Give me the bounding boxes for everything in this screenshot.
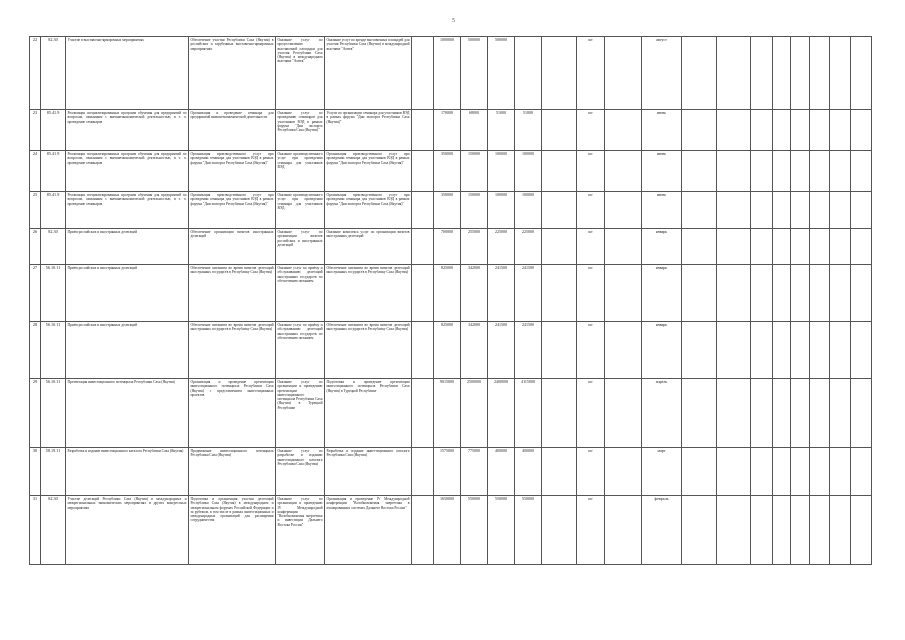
cell-month: июнь [642, 110, 682, 151]
cell-service: Оказание услуг по предоставлению выставочной площадки для участия Республики Саха (Якутия) в международном выставке "Амтек" [276, 37, 325, 110]
cell-empty [717, 322, 751, 379]
cell-num: 28 [30, 322, 41, 379]
cell-empty [810, 229, 830, 265]
cell-empty [412, 322, 434, 379]
cell-unit: шт [577, 448, 605, 496]
cell-empty [791, 448, 810, 496]
cell-empty [851, 229, 872, 265]
cell-event: Приём российских и иностранных делегаций [66, 322, 189, 379]
cell-empty [717, 496, 751, 565]
cell-code: 56.10.11 [41, 322, 66, 379]
cell-total: 825000 [434, 322, 461, 379]
procurement-plan-table [29, 36, 872, 565]
cell-code: 85.41.9 [41, 110, 66, 151]
cell-code: 82.30 [41, 37, 66, 110]
cell-goal: Обеспечение питанием во время визитов делегаций иностранных государств в Республику Саха (Якутия) [189, 265, 276, 322]
cell-y3: 100000 [515, 192, 542, 229]
cell-empty [810, 192, 830, 229]
cell-goal: Подготовка и организация участия делегаций Республики Саха (Якутия) в международном и межрегиональном форумах Российской Федерации и за рубежом, в том числе в рамках инвестиционных и международных организаций для расширения сотрудничества [189, 496, 276, 565]
cell-num: 23 [30, 110, 41, 151]
cell-empty [412, 379, 434, 448]
cell-empty [605, 265, 642, 322]
cell-unit: шт [577, 379, 605, 448]
cell-month: март [642, 448, 682, 496]
cell-y1: 68000 [461, 110, 488, 151]
cell-empty [605, 192, 642, 229]
cell-empty [682, 322, 717, 379]
cell-event: Приём российских и иностранных делегаций [66, 265, 189, 322]
cell-goal: Обеспечение питанием во время визитов делегаций иностранных государств в Республику Саха (Якутия) [189, 322, 276, 379]
cell-unit: шт [577, 151, 605, 192]
cell-empty [773, 379, 791, 448]
cell-empty [810, 379, 830, 448]
cell-empty [830, 322, 851, 379]
cell-goal: Организация производственного услуг при проведении семинара для участников ВЭД в рамках форума "Дни экспорта Республики Саха (Якутия)" [189, 151, 276, 192]
cell-empty [773, 322, 791, 379]
cell-empty [717, 37, 751, 110]
cell-empty [751, 110, 773, 151]
cell-empty [412, 448, 434, 496]
cell-empty [773, 229, 791, 265]
table-row [30, 110, 872, 151]
cell-goal: Обеспечение организации визитов иностранных делегаций [189, 229, 276, 265]
cell-empty [542, 192, 577, 229]
cell-empty [751, 229, 773, 265]
cell-empty [751, 379, 773, 448]
cell-result: Обеспечение питанием во время визитов делегаций иностранных государств в Республику Саха (Якутия) [325, 265, 412, 322]
cell-month: апрель [642, 379, 682, 448]
cell-y2: 2400000 [488, 379, 515, 448]
cell-event: Участие в выставочно-ярмарочных мероприятиях [66, 37, 189, 110]
cell-y2: 100000 [488, 192, 515, 229]
cell-service: Оказание услуг по организации и проведению IV Международной конференции "Возобновляемая энергетика и инвестиции Дальнего Востока России" [276, 496, 325, 565]
cell-empty [542, 110, 577, 151]
cell-empty [773, 192, 791, 229]
cell-empty [830, 192, 851, 229]
cell-empty [605, 379, 642, 448]
cell-service: Оказание услуг по организации визитов российских и иностранных делегаций [276, 229, 325, 265]
cell-empty [851, 151, 872, 192]
cell-empty [542, 496, 577, 565]
cell-empty [412, 37, 434, 110]
cell-empty [751, 37, 773, 110]
cell-result: Оказание услуг по аренде выставочных площадей для участия Республики Саха (Якутия) в международной выставке "Амтек" [325, 37, 412, 110]
cell-empty [851, 37, 872, 110]
cell-empty [830, 151, 851, 192]
cell-y3: 4115000 [515, 379, 542, 448]
cell-result: Услуги по организации семинара для участников ВЭД в рамках форума "Дни экспорта Республики Саха (Якутия)" [325, 110, 412, 151]
cell-empty [810, 110, 830, 151]
cell-empty [851, 322, 872, 379]
cell-empty [851, 192, 872, 229]
cell-service: Оказание услуг по разработке и изданию инвестиционного каталога Республики Саха (Якутия) [276, 448, 325, 496]
cell-unit: шт [577, 110, 605, 151]
cell-unit: шт [577, 322, 605, 379]
cell-empty [542, 151, 577, 192]
cell-y2: 100000 [488, 151, 515, 192]
cell-empty [851, 448, 872, 496]
cell-empty [682, 379, 717, 448]
cell-empty [773, 496, 791, 565]
cell-total: 1575000 [434, 448, 461, 496]
cell-num: 26 [30, 229, 41, 265]
cell-result: Организация производственного услуг при проведении семинара для участников ВЭД в рамках форума "Дни экспорта Республики Саха (Якутия)" [325, 192, 412, 229]
cell-empty [810, 265, 830, 322]
cell-empty [751, 265, 773, 322]
cell-num: 25 [30, 192, 41, 229]
cell-empty [751, 192, 773, 229]
cell-month: февраль [642, 496, 682, 565]
cell-month: август [642, 37, 682, 110]
cell-empty [605, 229, 642, 265]
cell-total: 170000 [434, 110, 461, 151]
cell-empty [605, 37, 642, 110]
cell-empty [810, 496, 830, 565]
cell-result: Подготовка и проведение презентации инвестиционного потенциала Республики Саха (Якутия) в Турецкой Республике [325, 379, 412, 448]
page-mark: 5 [452, 18, 455, 24]
table-row [30, 448, 872, 496]
cell-unit: шт [577, 192, 605, 229]
cell-y1: 775000 [461, 448, 488, 496]
cell-service: Оказание услуг по приёму и обслуживанию делегаций иностранных государств по обеспечению питанием [276, 322, 325, 379]
cell-empty [851, 496, 872, 565]
cell-total: 825000 [434, 265, 461, 322]
cell-service: Оказание услуг по организации и проведению презентации инвестиционного потенциала Республики Саха (Якутия) в Турецкой Республике [276, 379, 325, 448]
cell-empty [605, 151, 642, 192]
cell-empty [412, 265, 434, 322]
cell-empty [717, 192, 751, 229]
table-row [30, 192, 872, 229]
cell-y1: 500000 [461, 37, 488, 110]
cell-empty [717, 448, 751, 496]
cell-y3: 241500 [515, 322, 542, 379]
cell-empty [542, 37, 577, 110]
cell-empty [605, 110, 642, 151]
cell-month: январь [642, 265, 682, 322]
cell-empty [682, 448, 717, 496]
cell-total: 350000 [434, 192, 461, 229]
cell-empty [810, 448, 830, 496]
cell-code: 85.41.9 [41, 151, 66, 192]
cell-empty [791, 37, 810, 110]
cell-unit: шт [577, 37, 605, 110]
cell-service: Оказание производственного услуг при проведении семинара для участников ВЭД [276, 192, 325, 229]
cell-y1: 342000 [461, 322, 488, 379]
cell-total: 1650000 [434, 496, 461, 565]
cell-empty [791, 192, 810, 229]
cell-empty [605, 322, 642, 379]
cell-service: Оказание производственного услуг при проведении семинара для участников ВЭД [276, 151, 325, 192]
cell-empty [717, 110, 751, 151]
cell-event: Реализация специализированных программ обучения для предприятий по вопросам, связанным с внешнеэкономической деятельностью, в т. ч. проведение семинаров [66, 192, 189, 229]
cell-empty [682, 192, 717, 229]
cell-y3 [515, 37, 542, 110]
cell-goal: Организация и проведение семинара для предприятий внешнеэкономической деятельности [189, 110, 276, 151]
cell-code: 85.41.9 [41, 192, 66, 229]
cell-empty [605, 496, 642, 565]
cell-empty [542, 229, 577, 265]
cell-service: Оказание услуг по проведению семинаров для участников ВЭД в рамках форума "Дни экспорта Республики Саха (Якутия)" [276, 110, 325, 151]
cell-y2: 550000 [488, 496, 515, 565]
cell-unit: шт [577, 265, 605, 322]
cell-empty [717, 265, 751, 322]
cell-y3: 550000 [515, 496, 542, 565]
cell-empty [682, 151, 717, 192]
cell-empty [773, 110, 791, 151]
cell-empty [830, 265, 851, 322]
cell-y3: 241500 [515, 265, 542, 322]
cell-num: 24 [30, 151, 41, 192]
cell-total: 1000000 [434, 37, 461, 110]
cell-y2: 241500 [488, 265, 515, 322]
cell-y3: 225000 [515, 229, 542, 265]
cell-month: июнь [642, 151, 682, 192]
cell-empty [773, 448, 791, 496]
cell-empty [751, 496, 773, 565]
cell-total: 350000 [434, 151, 461, 192]
cell-total: 700000 [434, 229, 461, 265]
cell-y1: 255000 [461, 229, 488, 265]
cell-empty [412, 496, 434, 565]
cell-num: 31 [30, 496, 41, 565]
cell-empty [791, 496, 810, 565]
cell-empty [830, 229, 851, 265]
cell-month: январь [642, 229, 682, 265]
cell-empty [773, 151, 791, 192]
cell-result: Обеспечение питанием во время визитов делегаций иностранных государств в Республику Саха (Якутия) [325, 322, 412, 379]
cell-y2: 500000 [488, 37, 515, 110]
cell-empty [542, 379, 577, 448]
cell-empty [717, 229, 751, 265]
cell-y1: 150000 [461, 192, 488, 229]
table-row [30, 151, 872, 192]
cell-event: Разработка и издание инвестиционного каталога Республики Саха (Якутия) [66, 448, 189, 496]
cell-y1: 550000 [461, 496, 488, 565]
cell-y1: 2500000 [461, 379, 488, 448]
cell-num: 22 [30, 37, 41, 110]
cell-empty [791, 151, 810, 192]
cell-empty [682, 496, 717, 565]
cell-empty [717, 151, 751, 192]
table-row [30, 379, 872, 448]
cell-unit: шт [577, 229, 605, 265]
cell-empty [717, 379, 751, 448]
cell-result: Организация и проведение IV Международной конференции "Возобновляемая энергетика в изолированных системах Дальнего Востока России" [325, 496, 412, 565]
cell-empty [851, 265, 872, 322]
cell-empty [830, 448, 851, 496]
table-row [30, 322, 872, 379]
cell-empty [810, 322, 830, 379]
cell-empty [751, 151, 773, 192]
cell-empty [791, 229, 810, 265]
cell-empty [830, 379, 851, 448]
cell-event: Приём российских и иностранных делегаций [66, 229, 189, 265]
cell-y3: 400000 [515, 448, 542, 496]
cell-goal: Организация и проведение презентации инвестиционного потенциала Республики Саха (Якутия) с представлением инвестиционных проектов [189, 379, 276, 448]
cell-empty [791, 265, 810, 322]
table-row [30, 265, 872, 322]
cell-code: 56.10.11 [41, 379, 66, 448]
cell-empty [682, 37, 717, 110]
cell-y3: 100000 [515, 151, 542, 192]
cell-empty [412, 110, 434, 151]
cell-empty [682, 110, 717, 151]
cell-empty [682, 229, 717, 265]
cell-empty [751, 448, 773, 496]
cell-code: 82.30 [41, 496, 66, 565]
cell-code: 58.19.11 [41, 448, 66, 496]
cell-empty [412, 151, 434, 192]
cell-empty [810, 37, 830, 110]
cell-y2: 225000 [488, 229, 515, 265]
cell-goal: Организация производственного услуг при проведении семинара для участников ВЭД в рамках форума "Дни экспорта Республики Саха (Якутия)" [189, 192, 276, 229]
cell-empty [810, 151, 830, 192]
cell-empty [682, 265, 717, 322]
cell-result: Разработка и издание инвестиционного каталога Республики Саха (Якутия) [325, 448, 412, 496]
cell-event: Реализация специализированных программ обучения для предприятий по вопросам, связанным с внешнеэкономической деятельностью, в т. ч. проведение семинаров [66, 151, 189, 192]
cell-event: Презентация инвестиционного потенциала Республики Саха (Якутия) [66, 379, 189, 448]
cell-empty [773, 37, 791, 110]
cell-y2: 400000 [488, 448, 515, 496]
cell-empty [773, 265, 791, 322]
cell-y2: 241500 [488, 322, 515, 379]
cell-empty [851, 379, 872, 448]
cell-month: январь [642, 322, 682, 379]
cell-empty [412, 192, 434, 229]
cell-empty [830, 496, 851, 565]
cell-result: Оказание комплекса услуг по организации визитов иностранных делегаций [325, 229, 412, 265]
cell-empty [605, 448, 642, 496]
table-row [30, 496, 872, 565]
cell-empty [791, 110, 810, 151]
cell-y3: 51000 [515, 110, 542, 151]
cell-service: Оказание услуг по приёму и обслуживанию делегаций иностранных государств по обеспечению питанием [276, 265, 325, 322]
cell-goal: Продвижение инвестиционного потенциала Республики Саха (Якутия) [189, 448, 276, 496]
cell-event: Участие делегаций Республики Саха (Якутия) в международных и межрегиональных экономических мероприятиях и других конгрессных мероприятиях [66, 496, 189, 565]
cell-y1: 342000 [461, 265, 488, 322]
cell-empty [851, 110, 872, 151]
cell-code: 82.30 [41, 229, 66, 265]
cell-empty [791, 322, 810, 379]
cell-result: Организация производственного услуг при проведении семинара для участников ВЭД в рамках форума "Дни экспорта Республики Саха (Якутия)" [325, 151, 412, 192]
table-row [30, 229, 872, 265]
cell-num: 27 [30, 265, 41, 322]
cell-month: июнь [642, 192, 682, 229]
cell-code: 56.10.11 [41, 265, 66, 322]
cell-total: 9015000 [434, 379, 461, 448]
cell-y1: 150000 [461, 151, 488, 192]
cell-empty [830, 37, 851, 110]
cell-empty [791, 379, 810, 448]
cell-y2: 51000 [488, 110, 515, 151]
cell-num: 29 [30, 379, 41, 448]
cell-empty [830, 110, 851, 151]
cell-empty [542, 448, 577, 496]
table-row [30, 37, 872, 110]
cell-event: Реализация специализированных программ обучения для предприятий по вопросам, связанным с внешнеэкономической деятельностью, в т. ч. проведение семинаров [66, 110, 189, 151]
cell-empty [542, 265, 577, 322]
cell-num: 30 [30, 448, 41, 496]
cell-empty [412, 229, 434, 265]
cell-empty [751, 322, 773, 379]
cell-goal: Обеспечение участия Республики Саха (Якутия) в российских и зарубежных выставочно-ярмарочных мероприятиях [189, 37, 276, 110]
cell-unit: шт [577, 496, 605, 565]
cell-empty [542, 322, 577, 379]
